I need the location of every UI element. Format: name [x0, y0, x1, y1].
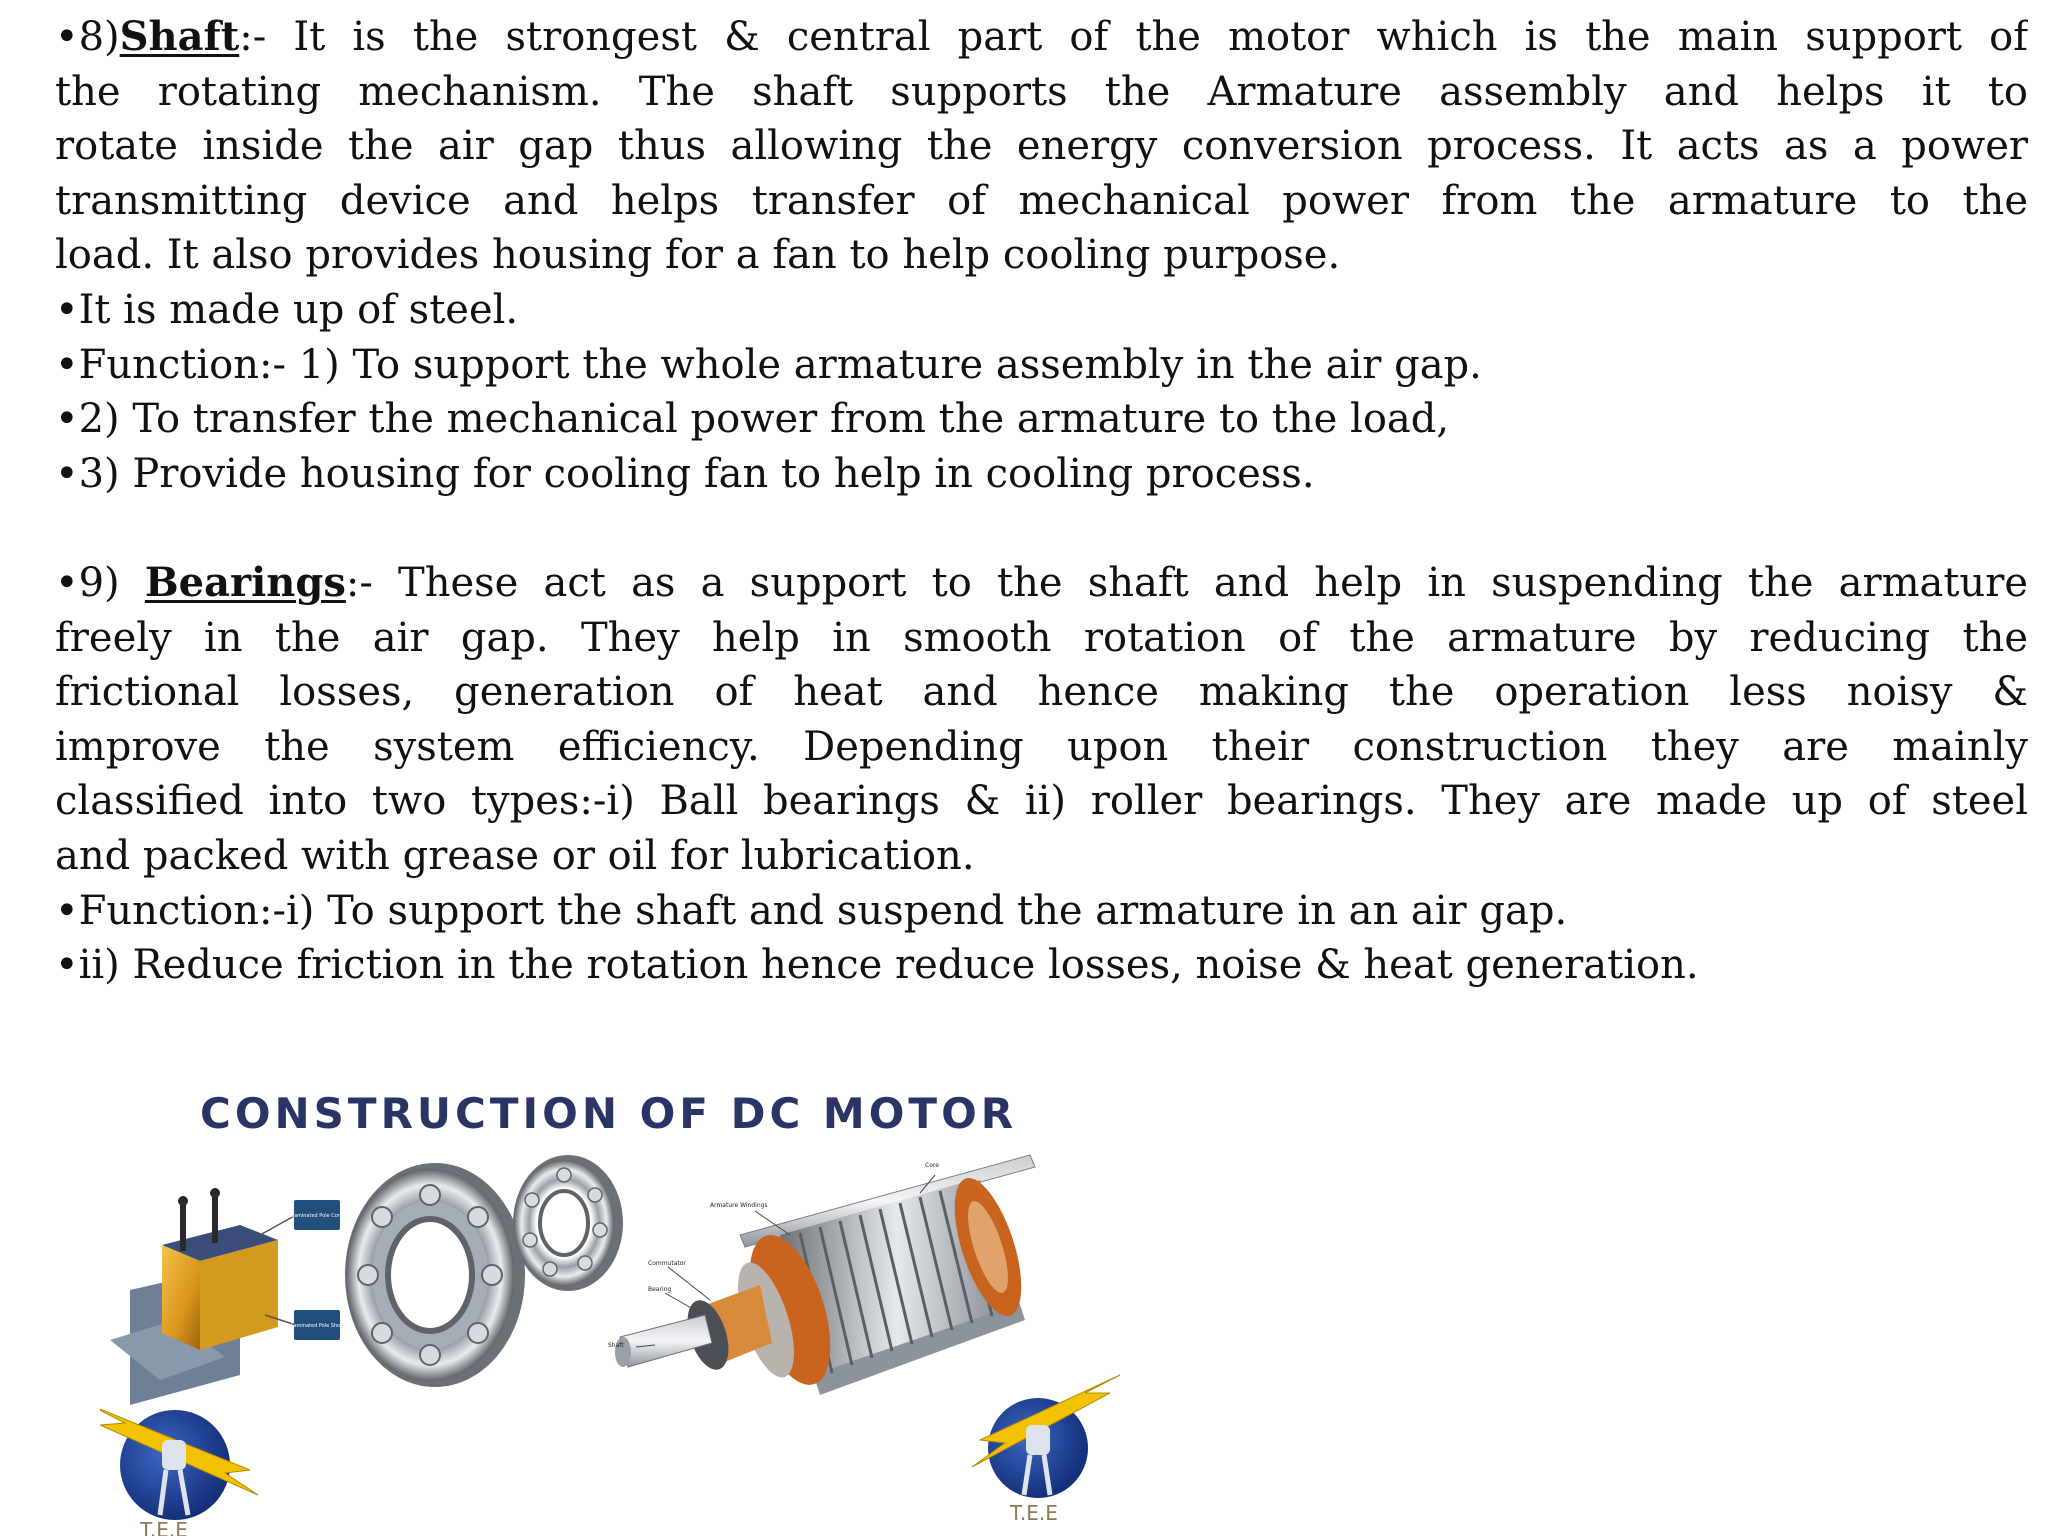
watermark-left: T.E.E: [140, 1518, 188, 1536]
bearings-line: improve the system efficiency. Depending upon their construction they are mainly: [55, 723, 2028, 770]
shaft-point: •It is made up of steel.: [55, 286, 519, 333]
shaft-point: •3) Provide housing for cooling fan to help in cooling process.: [55, 450, 1315, 497]
bearings-term: Bearings: [144, 558, 346, 606]
shaft-point: •Function:- 1) To support the whole armature assembly in the air gap.: [55, 341, 1482, 388]
pole-shoe-icon: [110, 1188, 296, 1405]
bearings-line: frictional losses, generation of heat and hence making the operation less noisy &: [55, 669, 2028, 716]
ball-bearing-icon: [345, 1163, 525, 1387]
dc-motor-figure: [100, 1075, 1130, 1536]
bearings-point: •ii) Reduce friction in the rotation hence reduce losses, noise & heat generation.: [55, 942, 1699, 989]
shaft-first-line-text: :- It is the strongest & central part of the motor which is the main support of: [239, 14, 2028, 60]
section-spacer: [55, 501, 2028, 556]
armature-windings-label: Armature Windings: [710, 1202, 768, 1209]
shaft-line: the rotating mechanism. The shaft supports the Armature assembly and helps it to: [55, 68, 2028, 115]
bearings-line: and packed with grease or oil for lubrication.: [55, 832, 975, 879]
shaft-heading-line: [55, 10, 2028, 65]
shaft-term: Shaft: [119, 13, 240, 60]
bearings-line: freely in the air gap. They help in smooth rotation of the armature by reducing the: [55, 614, 2028, 661]
bearings-line: classified into two types:-i) Ball bearings & ii) roller bearings. They are made up of steel: [55, 778, 2028, 825]
bearings-first-line-text: :- These act as a support to the shaft and help in suspending the armature: [345, 559, 2028, 606]
shaft-label: Shaft: [608, 1342, 624, 1349]
bearing-label: Bearing: [648, 1286, 672, 1293]
commutator-label: Commutator: [648, 1260, 686, 1267]
pole-shoe-label: Laminated Pole Shoe: [290, 1323, 344, 1329]
core-label: Core: [925, 1162, 939, 1169]
figure-title: CONSTRUCTION OF DC MOTOR: [200, 1089, 1018, 1138]
pole-core-label: Laminated Pole Core: [291, 1213, 343, 1219]
watermark-right: T.E.E: [1010, 1501, 1058, 1525]
bearings-bullet: •9): [55, 559, 145, 606]
dc-motor-illustration: [100, 1075, 1130, 1536]
bearings-point: •Function:-i) To support the shaft and suspend the armature in an air gap.: [55, 887, 1568, 934]
shaft-line: load. It also provides housing for a fan to help cooling purpose.: [55, 232, 1341, 279]
shaft-point: •2) To transfer the mechanical power from the armature to the load,: [55, 396, 1450, 443]
tee-logo-icon: [100, 1405, 258, 1520]
armature-icon: [615, 1155, 1035, 1395]
shaft-bullet: •8): [55, 14, 120, 60]
document-body: [55, 10, 2028, 993]
shaft-line: transmitting device and helps transfer of mechanical power from the armature to the: [55, 177, 2028, 224]
bearings-heading-line: [55, 556, 2028, 611]
tee-logo-icon: [972, 1375, 1120, 1498]
shaft-line: rotate inside the air gap thus allowing the energy conversion process. It acts as a power: [55, 123, 2028, 170]
roller-bearing-icon: [513, 1155, 623, 1291]
